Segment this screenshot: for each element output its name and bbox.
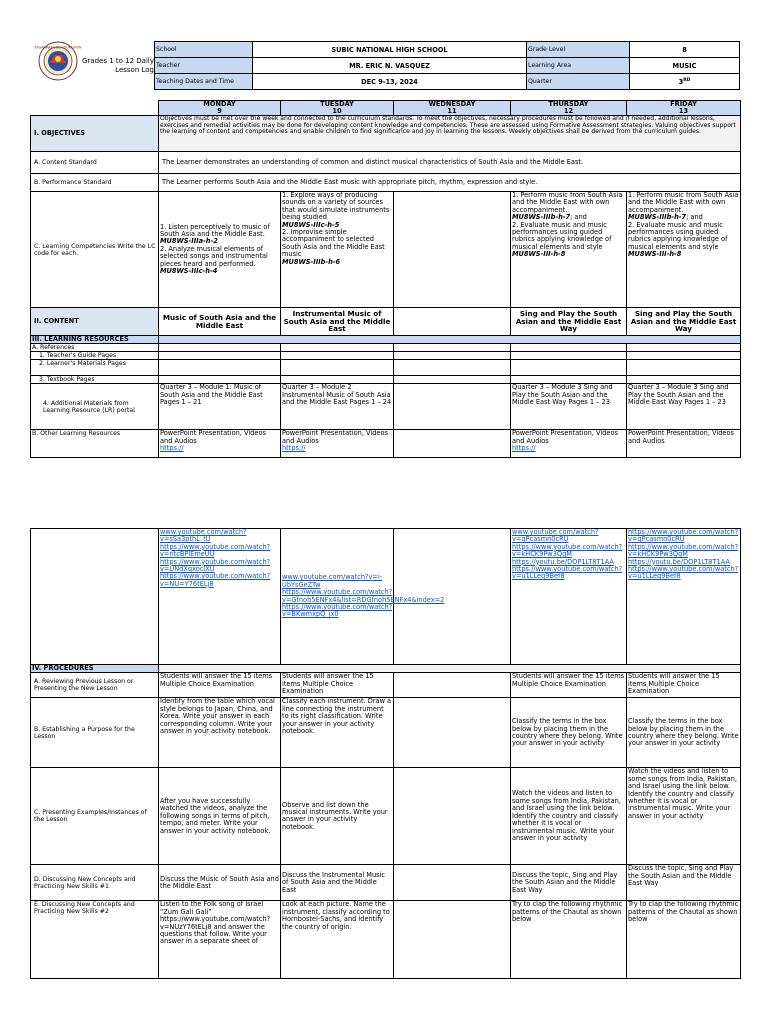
competency-text: 1. Listen perceptively to music of South Asia and the Middle East.	[160, 222, 270, 238]
procedure-e-row	[31, 901, 741, 979]
competency-text: 1. Perform music from South Asia and the Middle East with own accompaniment.	[628, 191, 739, 214]
school-value: SUBIC NATIONAL HIGH SCHOOL	[253, 42, 527, 58]
form-title	[82, 57, 154, 75]
links-tuesday	[281, 529, 445, 665]
procedure-a-tuesday: Students will answer the 15 items Multiple Choice Examination	[281, 673, 394, 698]
learners-materials-row	[31, 360, 741, 376]
competency-code: MU8WS-IIIb-h-7	[628, 213, 687, 222]
competencies-label: C. Learning Competencies Write the LC code for each.	[31, 192, 159, 308]
day-date: 13	[678, 107, 689, 115]
day-name: MONDAY	[203, 100, 236, 108]
procedure-d-wednesday	[394, 865, 511, 901]
video-link[interactable]: https://www.youtube.com/watch?v=u1LLeq9Bef8	[512, 565, 623, 581]
performance-standard-label: B. Performance Standard	[31, 174, 159, 192]
competency-text: 2. Evaluate music and music performances using guided rubrics applying knowledge of musical elements and style	[512, 220, 612, 251]
references-label: A. References	[31, 344, 159, 352]
procedure-b-monday: Identify from the table which vocal style belongs to Japan, China, and Korea. Write your answer in each corresponding column. Write your answer in your activity notebook.	[159, 698, 281, 768]
competency-code: MU8WS-IIIa-h-2	[160, 237, 218, 246]
performance-standard-row	[31, 174, 741, 192]
procedures-label: IV. PROCEDURES	[31, 665, 159, 673]
competency-text: 1. Perform music from South Asia and the Middle East with own accompaniment.	[512, 191, 623, 214]
day-name: TUESDAY	[320, 100, 354, 108]
video-link[interactable]: https://www.youtube.com/watch?v=kHCK9Pw3QgM	[628, 542, 739, 559]
procedure-b-label: B. Establishing a Purpose for the Lesson	[31, 698, 159, 768]
procedure-d-tuesday: Discuss the Instrumental Music of South Asia and the Middle East	[281, 865, 394, 901]
additional-wednesday	[394, 384, 511, 430]
procedure-c-friday: Watch the videos and listen to some songs from India, Pakistan, and Israel using the link below. Identify the country and classify whether it is vocal or instrumental music. Write your answer in your activity	[627, 768, 741, 865]
procedure-b-tuesday: Classify each instrument. Draw a line connecting the instrument to its right classification. Write your answer in your activity notebook.	[281, 698, 394, 768]
competency-code: MU8WS-III-h-8	[628, 250, 682, 259]
procedure-c-thursday: Watch the videos and listen to some songs from India, Pakistan, and Israel using the link below. Identify the country and classify whether it is vocal or instrumental music. Write your answer in your activity	[511, 768, 627, 865]
content-thursday: Sing and Play the South Asian and the Middle East Way	[511, 308, 627, 336]
resource-link[interactable]: https://	[512, 444, 536, 453]
competency-text: 2. Analyze musical elements of selected songs and instrumental pieces heard and performed.	[160, 244, 268, 268]
links-thursday	[511, 529, 627, 665]
procedure-b-wednesday	[394, 698, 511, 768]
content-friday: Sing and Play the South Asian and the Middle East Way	[627, 308, 741, 336]
competencies-thursday	[511, 192, 627, 308]
additional-materials-row	[31, 384, 741, 430]
day-date: 9	[217, 107, 222, 115]
procedure-e-label: E. Discussing New Concepts and Practicing New Skills #2	[31, 901, 159, 979]
procedure-e-wednesday	[394, 901, 511, 979]
day-friday	[627, 101, 741, 116]
dates-label: Teaching Dates and Time	[155, 74, 253, 90]
competency-text: 1. Explore ways of producing sounds on a variety of sources that would simulate instruments being studied	[282, 191, 390, 222]
day-thursday	[511, 101, 627, 116]
day-name: WEDNESDAY	[428, 100, 476, 108]
video-link[interactable]: https://www.youtube.com/watch?v=qPcasmn0cRU	[628, 528, 739, 544]
content-standard-label: A. Content Standard	[31, 152, 159, 174]
grade-level-value: 8	[630, 42, 740, 58]
competency-code: MU8WS-IIIc-h-5	[282, 220, 340, 229]
quarter-label: Quarter	[527, 74, 630, 90]
additional-tuesday: Quarter 3 – Module 2 Instrumental Music of South Asia and the Middle East Pages 1 – 24	[281, 384, 394, 430]
video-link[interactable]: https://www.youtube.com/watch?v=NU=Y76tELj8	[160, 572, 271, 588]
references-row	[31, 344, 741, 352]
competencies-friday	[627, 192, 741, 308]
video-link[interactable]: https://www.youtube.com/watch?v=kHCK9Pw3QgM	[512, 542, 623, 559]
dates-value: DEC 9-13, 2024	[253, 74, 527, 90]
procedure-a-wednesday	[394, 673, 511, 698]
links-monday	[159, 529, 281, 665]
day-date: 11	[447, 107, 457, 115]
day-monday	[159, 101, 281, 116]
content-row	[31, 308, 741, 336]
form-title-line1: Grades 1 to 12 Daily	[82, 57, 154, 65]
textbook-label: 3. Textbook Pages	[31, 376, 159, 384]
other-text: PowerPoint Presentation, Videos and Audios	[282, 429, 388, 445]
links-friday	[627, 529, 741, 665]
learning-resources-band	[159, 336, 741, 344]
video-link[interactable]: https://www.youtube.com/watch?v=u1LLeq9Bef8	[628, 565, 739, 581]
video-link[interactable]: www.youtube.com/watch?v=i-UbYsGeZTw	[282, 573, 383, 589]
header-brand	[34, 41, 154, 97]
form-title-line2: Lesson Log	[115, 66, 154, 74]
additional-friday: Quarter 3 – Module 3 Sing and Play the South Asian and the Middle East Way Pages 1 – 23	[627, 384, 741, 430]
procedure-c-wednesday	[394, 768, 511, 865]
procedure-a-friday: Students will answer the 15 items Multiple Choice Examination	[627, 673, 741, 698]
other-monday	[159, 430, 281, 458]
procedure-d-monday: Discuss the Music of South Asia and the Middle East	[159, 865, 281, 901]
page-break	[0, 490, 768, 528]
quarter-suffix: RD	[683, 77, 691, 83]
other-text: PowerPoint Presentation, Videos and Audios	[512, 429, 618, 445]
teacher-label: Teacher	[155, 58, 253, 74]
procedure-a-monday: Students will answer the 15 items Multiple Choice Examination	[159, 673, 281, 698]
competency-code: MU8WS-IIIb-h-7	[512, 213, 571, 222]
competency-code: MU8WS-III-h-8	[512, 250, 566, 259]
day-name: FRIDAY	[670, 100, 697, 108]
links-row	[31, 529, 741, 665]
blank-corner	[31, 101, 159, 116]
competency-text: 2. Evaluate music and music performances using guided rubrics applying knowledge of musical elements and style	[628, 220, 728, 251]
procedure-e-monday: Listen to the Folk song of Israel “Zum Gali Gali” https://www.youtube.com/watch?v=NUzY76tELj8 and answer the questions that follow. Write your answer in a separate sheet of	[159, 901, 281, 979]
competency-code: MU8WS-IIIc-h-4	[160, 267, 218, 276]
teacher-value: MR. ERIC N. VASQUEZ	[253, 58, 527, 74]
procedure-a-label: A. Reviewing Previous Lesson or Presenting the New Lesson	[31, 673, 159, 698]
performance-standard-text: The Learner performs South Asia and the Middle East music with appropriate pitch, rhythm, expression and style.	[159, 174, 741, 192]
video-link[interactable]: https://www.youtube.com/watch?v=Gfnoh5ENFx4&list=RDGfnoh5ENFx4&index=2	[282, 588, 445, 604]
content-wednesday	[394, 308, 511, 336]
day-tuesday	[281, 101, 394, 116]
procedure-e-friday: Try to clap the following rhythmic patterns of the Chautal as shown below	[627, 901, 741, 979]
other-wednesday	[394, 430, 511, 458]
svg-text:KAGAWARAN NG EDUKASYON: KAGAWARAN NG EDUKASYON	[34, 45, 82, 50]
additional-monday: Quarter 3 – Module 1: Music of South Asia and the Middle East Pages 1 – 21	[159, 384, 281, 430]
other-thursday	[511, 430, 627, 458]
learning-area-label: Learning Area	[527, 58, 630, 74]
objectives-text: Objectives must be met over the week and connected to the curriculum standards. To meet the objectives, necessary procedures must be followed and if needed, additional lessons, exercises and remedial activities may be done for developing content knowledge and competencies. These are assessed using Formative Assessment strategies. Valuing objectives support the learning of content and competencies and enable children to find significance and joy in learning the lessons. Weekly objectives shall be derived from the curriculum guides.	[159, 116, 741, 152]
school-label: School	[155, 42, 253, 58]
procedure-d-label: D. Discussing New Concepts and Practicing New Skills #1	[31, 865, 159, 901]
resource-link[interactable]: https://	[160, 444, 184, 453]
procedure-b-thursday: Classify the terms in the box below by placing them in the country where they belong. Write your answer in your activity	[511, 698, 627, 768]
day-header-row	[31, 101, 741, 116]
content-monday: Music of South Asia and the Middle East	[159, 308, 281, 336]
content-label: II. CONTENT	[31, 308, 159, 336]
grade-level-label: Grade Level	[527, 42, 630, 58]
learning-resources-row	[31, 336, 741, 344]
procedure-d-row	[31, 865, 741, 901]
lesson-log-table	[30, 100, 741, 458]
other-resources-label: B. Other Learning Resources	[31, 430, 159, 458]
other-tuesday	[281, 430, 394, 458]
links-label	[31, 529, 159, 665]
procedure-c-monday: After you have successfully watched the videos, analyze the following songs in terms of pitch, tempo, and meter. Write your answer in your activity notebook.	[159, 768, 281, 865]
lesson-log-table-continued	[30, 528, 741, 979]
video-link[interactable]: https://www.youtube.com/watch?v=BKwmxpQ_jx0	[282, 602, 393, 619]
competencies-monday	[159, 192, 281, 308]
learners-materials-label: 2. Learner's Materials Pages	[31, 360, 159, 376]
teachers-guide-row	[31, 352, 741, 360]
video-link[interactable]: www.youtube.com/watch?v=sSa3pthL_tU	[160, 528, 247, 544]
quarter-number: 3	[678, 77, 684, 86]
procedure-b-friday: Classify the terms in the box below by placing them in the country where they belong. Write your answer in your activity	[627, 698, 741, 768]
other-friday: PowerPoint Presentation, Videos and Audios	[627, 430, 741, 458]
quarter-value	[630, 74, 740, 90]
content-standard-row	[31, 152, 741, 174]
content-tuesday: Instrumental Music of South Asia and the Middle East	[281, 308, 394, 336]
procedure-d-thursday: Discuss the topic, Sing and Play the South Asian and the Middle East Way	[511, 865, 627, 901]
procedure-b-row	[31, 698, 741, 768]
procedure-e-thursday: Try to clap the following rhythmic patterns of the Chautal as shown below	[511, 901, 627, 979]
deped-seal-icon	[34, 41, 82, 81]
procedure-e-tuesday: Look at each picture. Name the instrument, classify according to Hornbostel-Sachs, and identify the country of origin.	[281, 901, 394, 979]
resource-link[interactable]: https://	[282, 444, 306, 453]
procedure-c-row	[31, 768, 741, 865]
video-link[interactable]: https://www.youtube.com/watch?v=ntcBPlEmeUU	[160, 542, 271, 559]
other-resources-row	[31, 430, 741, 458]
day-wednesday	[394, 101, 511, 116]
video-link[interactable]: https://www.youtube.com/watch?v=UNdXqxoclXU	[160, 557, 271, 574]
other-text: PowerPoint Presentation, Videos and Audios	[160, 429, 266, 445]
day-date: 10	[332, 107, 342, 115]
procedure-a-thursday: Students will answer the 15 items Multiple Choice Examination	[511, 673, 627, 698]
day-date: 12	[563, 107, 574, 115]
header-info-table	[154, 41, 740, 90]
competency-code: MU8WS-IIIb-h-6	[282, 257, 341, 266]
competencies-wednesday	[394, 192, 511, 308]
competencies-row	[31, 192, 741, 308]
day-name: THURSDAY	[548, 100, 589, 108]
learning-area-value: MUSIC	[630, 58, 740, 74]
video-link[interactable]: https://youtu.be/DOP1LT8T1AA	[512, 557, 614, 566]
teachers-guide-label: 1. Teacher's Guide Pages	[31, 352, 159, 360]
procedure-c-label: C. Presenting Examples/Instances of the Lesson	[31, 768, 159, 865]
competencies-tuesday	[281, 192, 394, 308]
objectives-label: I. OBJECTIVES	[31, 116, 159, 152]
video-link[interactable]: www.youtube.com/watch?v=qPcasmn0cRU	[512, 528, 599, 544]
procedure-a-row	[31, 673, 741, 698]
video-link[interactable]: https://youtu.be/DOP1LT8T1AA	[628, 557, 730, 566]
competency-and: ; and	[686, 213, 703, 222]
additional-materials-label: 4. Additional Materials from Learning Resource (LR) portal	[31, 384, 159, 430]
competency-and: ; and	[570, 213, 587, 222]
content-standard-text: The Learner demonstrates an understanding of common and distinct musical characteristics of South Asia and the Middle East.	[159, 152, 741, 174]
competency-text: 2. Improvise simple accompaniment to selected South Asia and the Middle East music	[282, 228, 385, 259]
procedure-d-friday: Discuss the topic, Sing and Play the South Asian and the Middle East Way	[627, 865, 741, 901]
additional-thursday: Quarter 3 – Module 3 Sing and Play the South Asian and the Middle East Way Pages 1 – 23	[511, 384, 627, 430]
objectives-row	[31, 116, 741, 152]
learning-resources-label: III. LEARNING RESOURCES	[31, 336, 159, 344]
procedure-c-tuesday: Observe and list down the musical instruments. Write your answer in your activity notebook.	[281, 768, 394, 865]
